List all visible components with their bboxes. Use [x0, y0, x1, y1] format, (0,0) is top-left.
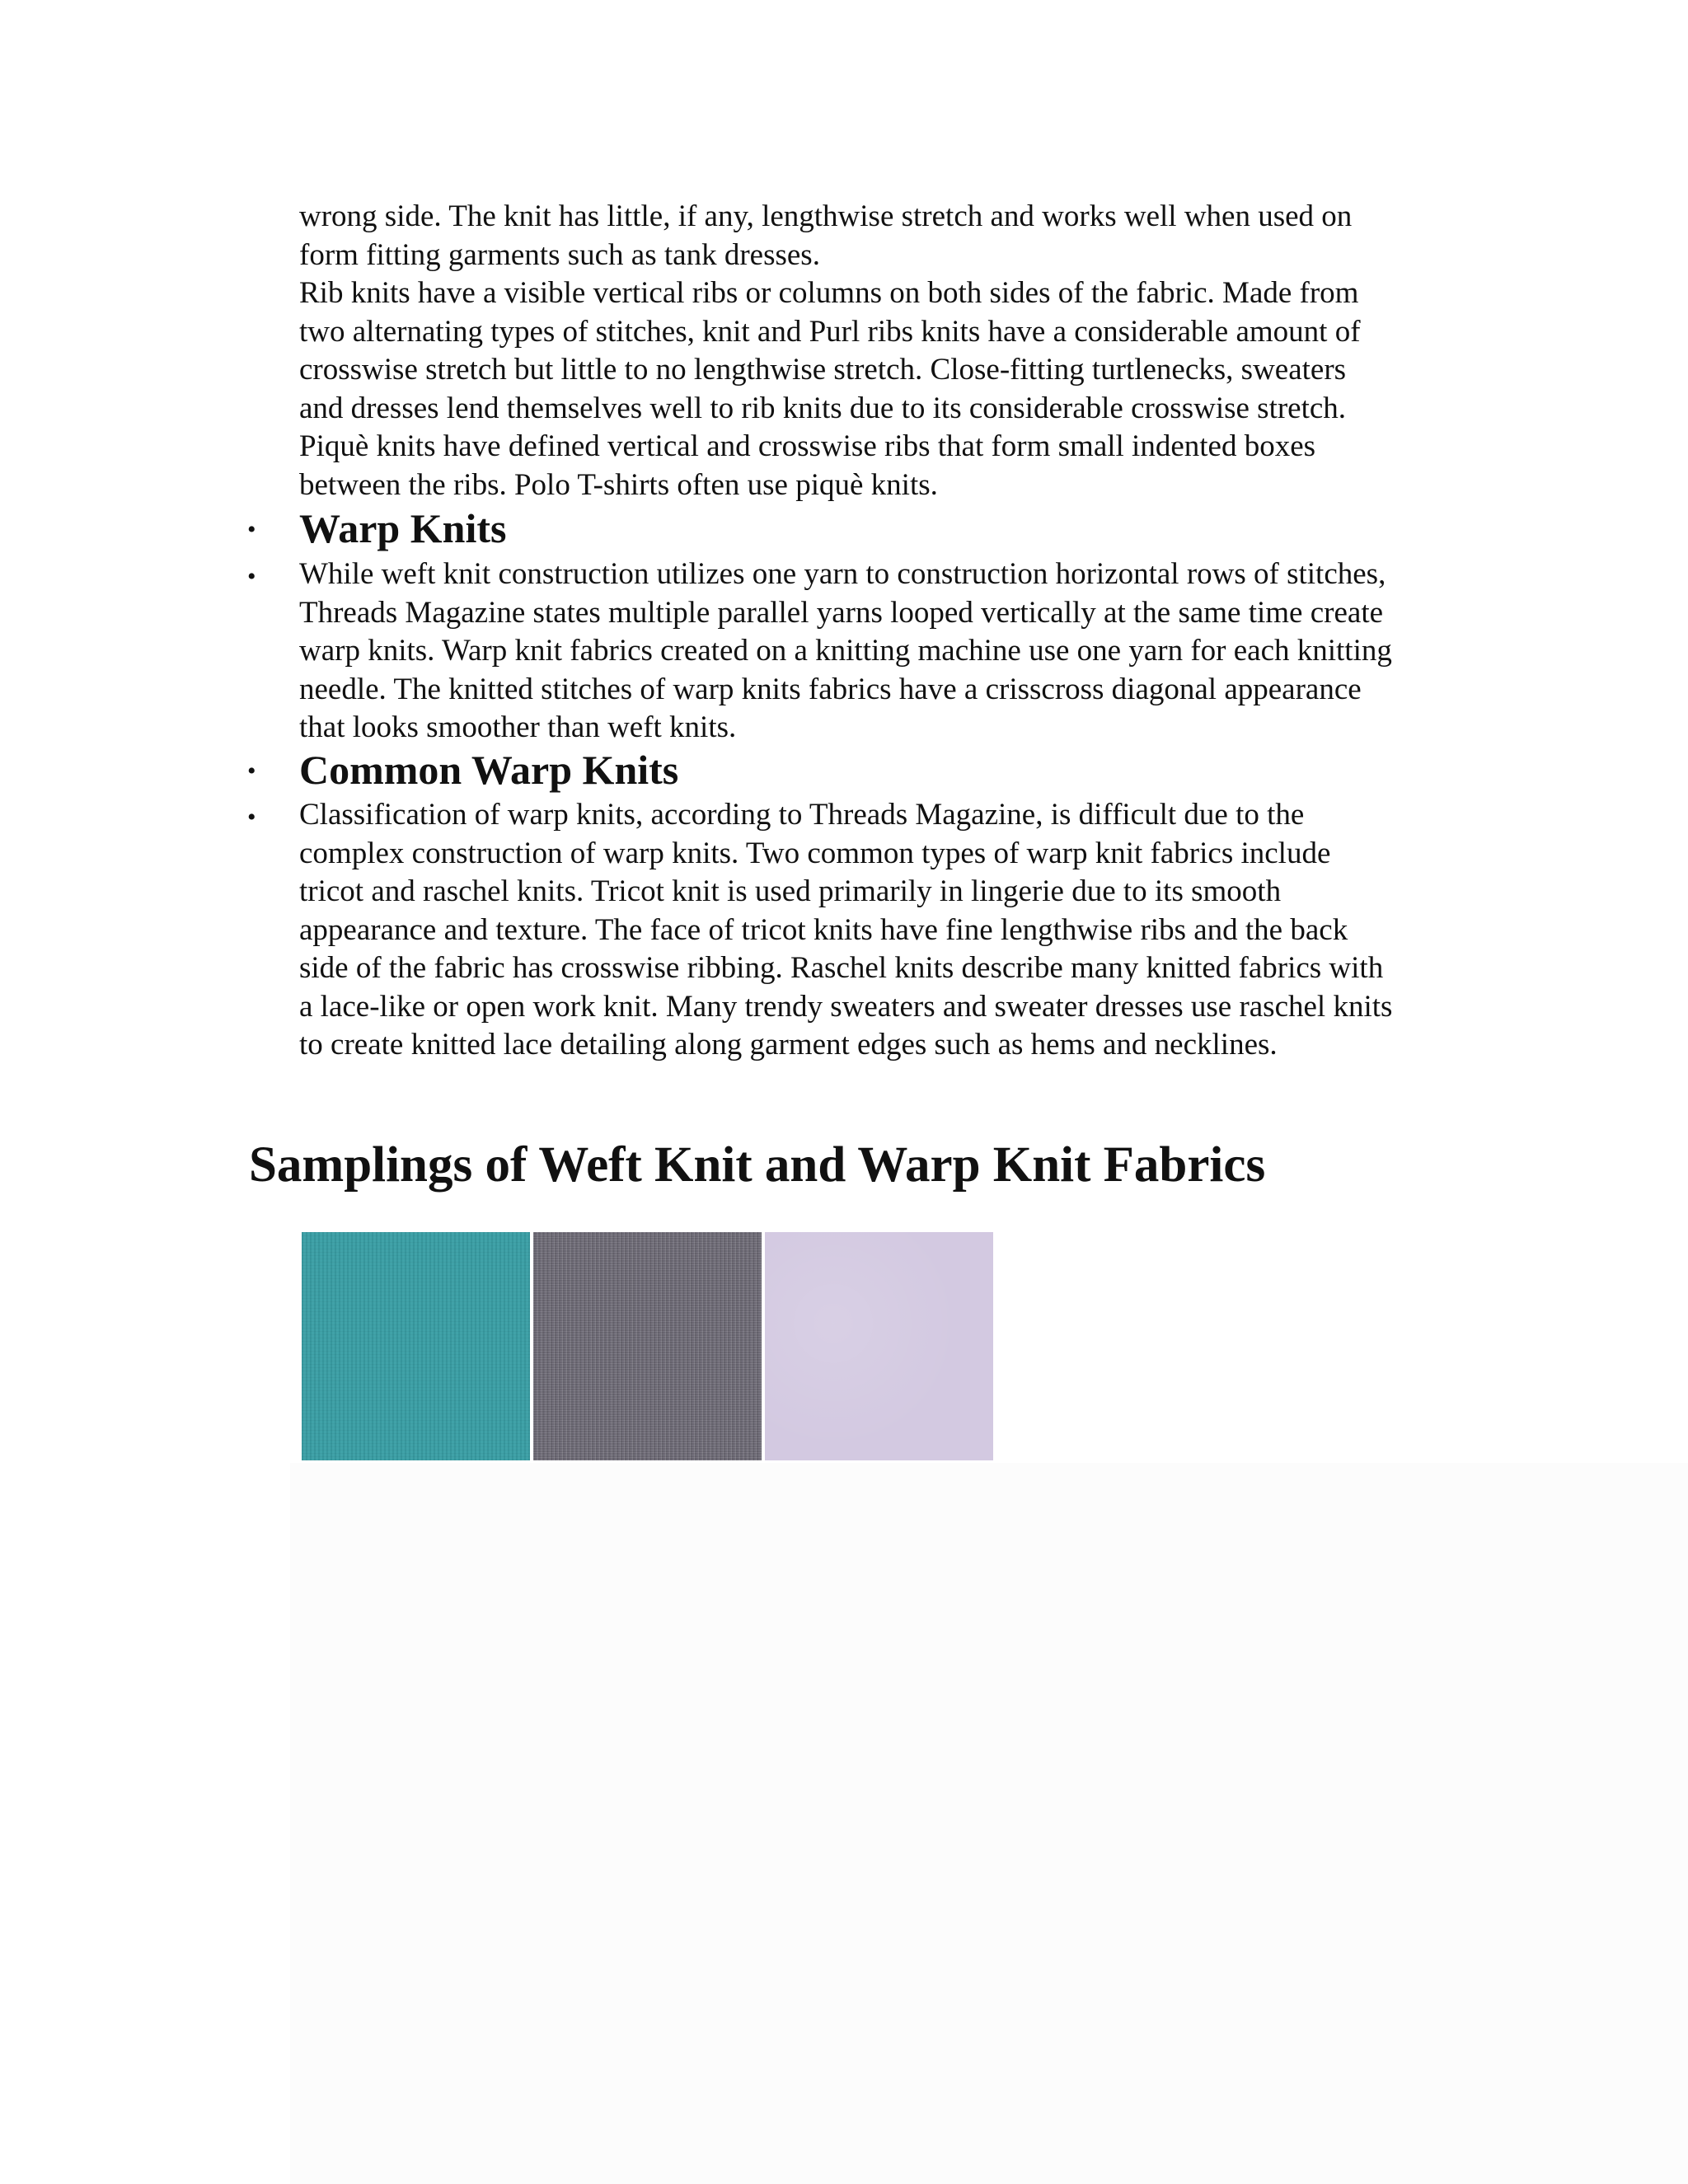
rib-knits-paragraph: [299, 274, 1486, 428]
text-line: Rib knits have a visible vertical ribs or columns on both sides of the fabric. Made from: [299, 276, 1359, 310]
text-line: a lace-like or open work knit. Many trendy sweaters and sweater dresses use raschel knits: [299, 989, 1393, 1024]
text-line: wrong side. The knit has little, if any, lengthwise stretch and works well when used on: [299, 199, 1353, 233]
text-line: crosswise stretch but little to no lengthwise stretch. Close-fitting turtlenecks, sweaters: [299, 353, 1347, 387]
text-line: form fitting garments such as tank dresses.: [299, 237, 820, 272]
common-warp-knits-paragraph: [299, 796, 1486, 1065]
bullet-icon: •: [247, 804, 256, 831]
pique-knits-paragraph: [299, 428, 1486, 504]
text-line: complex construction of warp knits. Two common types of warp knit fabrics include: [299, 836, 1331, 870]
teal-fabric-swatch: [302, 1232, 530, 1460]
warp-knits-paragraph: [299, 555, 1486, 748]
lilac-fabric-swatch: [765, 1232, 993, 1460]
text-line: side of the fabric has crosswise ribbing. Raschel knits describe many knitted fabrics with: [299, 951, 1384, 985]
weft-continued-paragraph: [299, 198, 1486, 274]
common-warp-knits-heading: Common Warp Knits: [299, 747, 679, 793]
text-line: tricot and raschel knits. Tricot knit is used primarily in lingerie due to its smooth: [299, 874, 1282, 908]
text-line: appearance and texture. The face of tricot knits have fine lengthwise ribs and the back: [299, 912, 1348, 947]
text-line: needle. The knitted stitches of warp knits fabrics have a crisscross diagonal appearance: [299, 672, 1362, 706]
bullet-icon: •: [247, 563, 256, 590]
text-line: to create knitted lace detailing along garment edges such as hems and necklines.: [299, 1028, 1278, 1062]
text-line: between the ribs. Polo T-shirts often use piquè knits.: [299, 467, 938, 502]
grey-fabric-swatch: [533, 1232, 762, 1460]
bullet-icon: •: [247, 516, 256, 543]
image-background-area: [290, 1463, 1688, 2184]
text-line: that looks smoother than weft knits.: [299, 710, 737, 744]
text-line: Piquè knits have defined vertical and crosswise ribs that form small indented boxes: [299, 429, 1316, 463]
text-line: Threads Magazine states multiple parallel yarns looped vertically at the same time create: [299, 595, 1384, 630]
warp-knits-heading: Warp Knits: [299, 505, 507, 551]
text-line: two alternating types of stitches, knit and Purl ribs knits have a considerable amount of: [299, 314, 1361, 349]
text-line: warp knits. Warp knit fabrics created on a knitting machine use one yarn for each knitting: [299, 634, 1392, 668]
text-line: Classification of warp knits, according to Threads Magazine, is difficult due to the: [299, 798, 1305, 832]
samplings-section-title: Samplings of Weft Knit and Warp Knit Fabrics: [249, 1137, 1266, 1193]
text-line: and dresses lend themselves well to rib knits due to its considerable crosswise stretch.: [299, 391, 1347, 425]
bullet-icon: •: [247, 757, 256, 785]
text-line: While weft knit construction utilizes one yarn to construction horizontal rows of stitches,: [299, 557, 1386, 591]
